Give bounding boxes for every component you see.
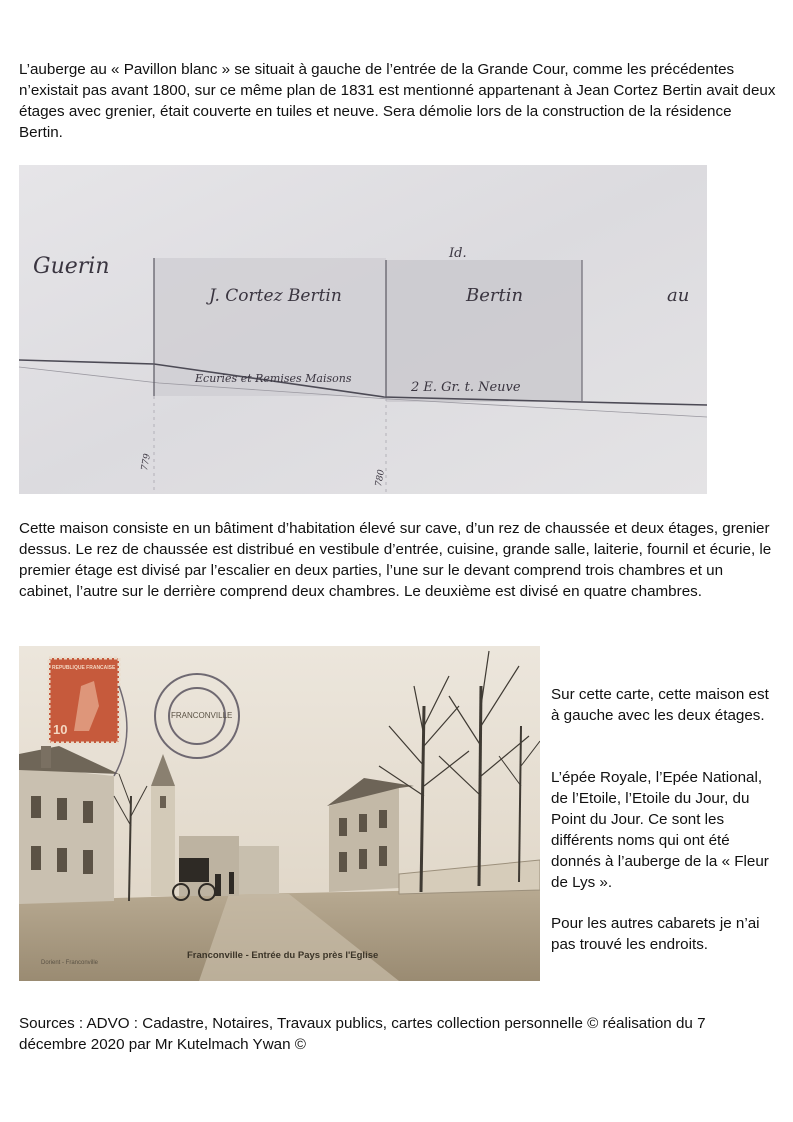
plan-label-left: Guerin xyxy=(33,254,110,279)
sources-paragraph: Sources : ADVO : Cadastre, Notaires, Travaux publics, cartes collection personnelle © réalisation du 7 décembre 2020 par Mr Kutelmach Ywan © xyxy=(19,1015,706,1053)
intro-paragraph: L’auberge au « Pavillon blanc » se situait à gauche de l’entrée de la Grande Cour, comme les précédentes n’existait pas avant 1800, sur ce même plan de 1831 est mentionné appartenant à Jean Cortez Bertin avait deux étages avec grenier, était couverte en tuiles et neuve. Sera démolie lors de la construction de la résidence Bertin. xyxy=(19,61,776,141)
postcard-caption: Franconville - Entrée du Pays près l'Eglise xyxy=(187,950,379,961)
cadastre-plan-drawing xyxy=(19,165,707,494)
description-paragraph: Cette maison consiste en un bâtiment d’habitation élevé sur cave, d’un rez de chaussée et deux étages, grenier dessus. Le rez de chaussée est distribué en vestibule d’entrée, cuisine, grande salle, laiterie, fournil et écurie, le premier étage est divisé par l’escalier en deux parties, l’une sur le devant comprend trois chambres et un cabinet, l’autre sur le derrière comprend deux chambres. Le deuxième est divisé en quatre chambres. xyxy=(19,520,772,600)
plan-label-far-right: au xyxy=(667,285,690,306)
plan-label-right-owner: Bertin xyxy=(466,285,524,306)
names-text: L’épée Royale, l’Epée National, de l’Etoile, l’Etoile du Jour, du Point du Jour. Ce sont les différents noms qui ont été donnés à l’auberge de la « Fleur de Lys ». xyxy=(551,769,769,891)
other-cabarets-text: Pour les autres cabarets je n’ai pas trouvé les endroits. xyxy=(551,915,760,953)
plan-label-middle-desc: Ecuries et Remises Maisons xyxy=(195,372,352,385)
stamp-value: 10 xyxy=(53,722,68,737)
plan-mark-b: 780 xyxy=(374,468,387,488)
plan-label-top-note: Id. xyxy=(449,246,467,261)
postmark-text: FRANCONVILLE xyxy=(171,711,233,720)
plan-mark-a: 779 xyxy=(140,452,153,472)
postcard-left-house xyxy=(19,746,119,904)
postcard-stamp xyxy=(49,658,119,743)
postcard-drawing xyxy=(19,646,540,981)
postcard-publisher: Dorient - Franconville xyxy=(41,960,99,966)
stamp-country: REPUBLIQUE FRANCAISE xyxy=(52,665,116,671)
card-note-text: Sur cette carte, cette maison est à gauche avec les deux étages. xyxy=(551,686,769,724)
postcard-image xyxy=(19,646,540,981)
plan-label-middle-owner: J. Cortez Bertin xyxy=(209,286,342,306)
cadastre-plan-image xyxy=(19,165,707,494)
plan-label-right-desc: 2 E. Gr. t. Neuve xyxy=(411,380,521,395)
